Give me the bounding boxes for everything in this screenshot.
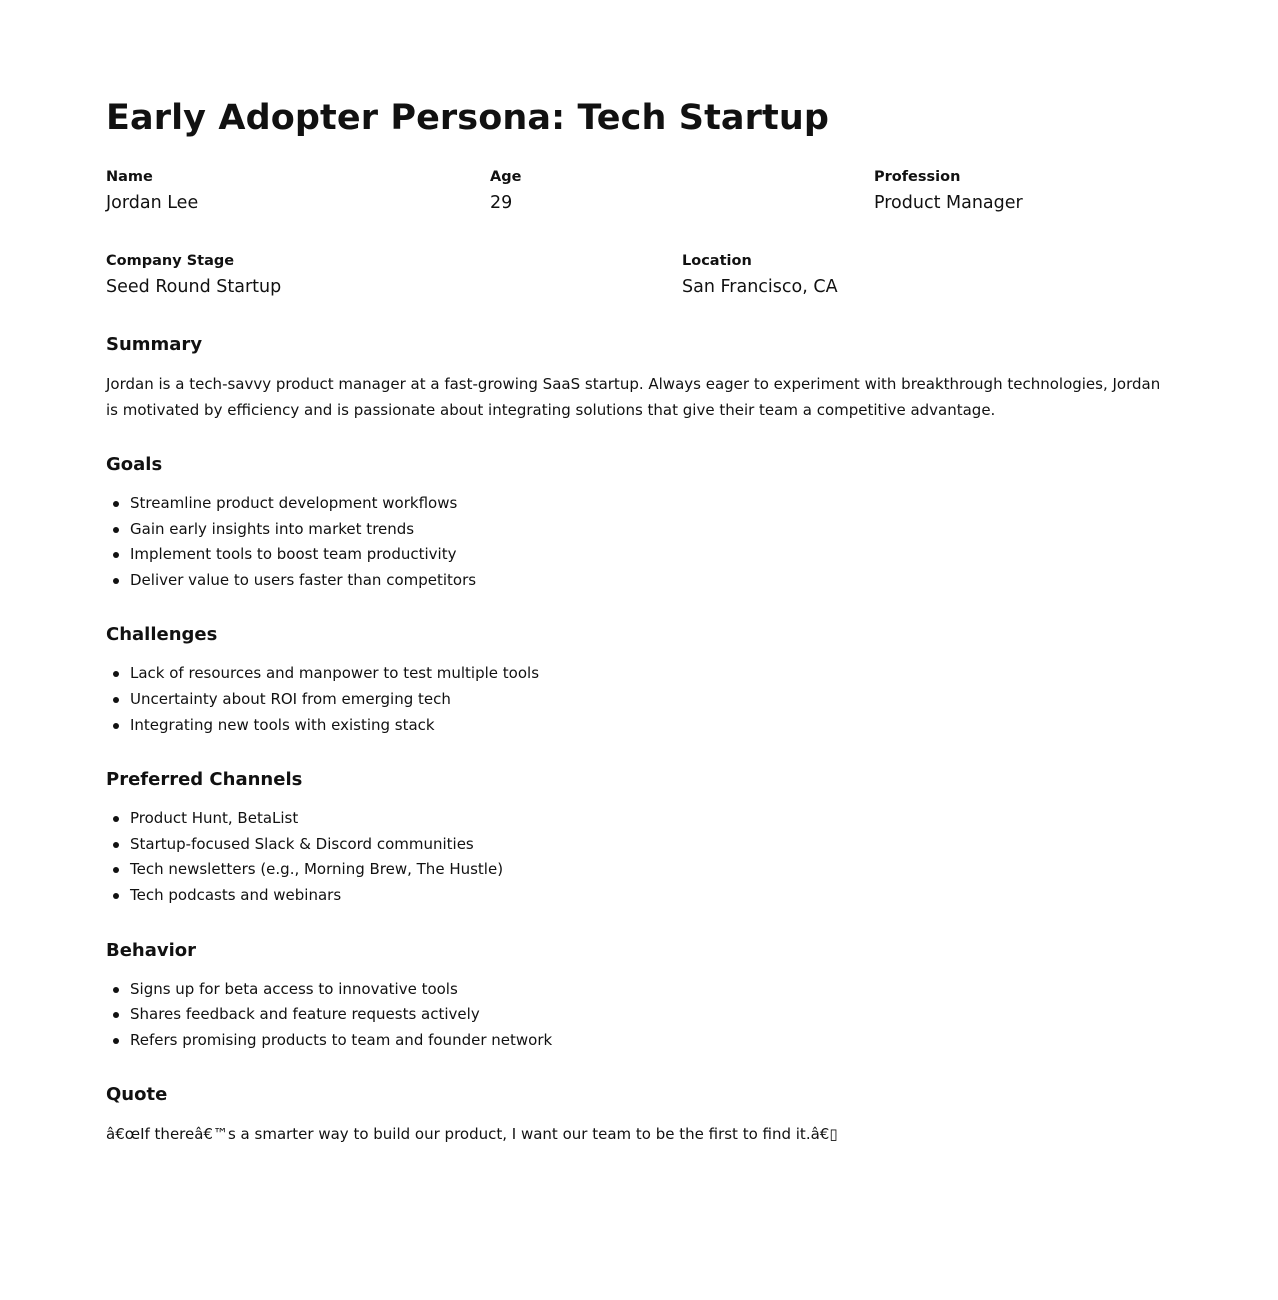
- list-item: [130, 687, 1172, 713]
- challenges-heading: Challenges: [106, 624, 218, 646]
- list-item: [130, 517, 1172, 543]
- channels-list: [106, 806, 1172, 908]
- profile-field-company-stage: [106, 251, 682, 299]
- list-item-text: Uncertainty about ROI from emerging tech: [130, 689, 451, 708]
- location-label: Location: [682, 253, 752, 269]
- profile-row-primary: [106, 167, 1172, 215]
- bullet-icon: [113, 867, 119, 873]
- bullet-icon: [113, 527, 119, 533]
- goals-heading: Goals: [106, 454, 163, 475]
- profile-field-name: [106, 167, 490, 215]
- list-item: [130, 542, 1172, 568]
- company-stage-value: Seed Round Startup: [106, 277, 282, 297]
- profession-value: Product Manager: [874, 193, 1023, 213]
- company-stage-label: Company Stage: [106, 253, 235, 269]
- bullet-icon: [113, 552, 119, 558]
- summary-text: Jordan is a tech-savvy product manager at a fast-growing SaaS startup. Always eager to experiment with breakthrough technologies, Jordan is motivated by efficiency and is passionate about integrating solutions that give their team a competitive advantage.: [106, 375, 1161, 419]
- list-item: [130, 1028, 1172, 1054]
- channels-heading: Preferred Channels: [106, 769, 303, 791]
- quote-heading: Quote: [106, 1084, 168, 1106]
- list-item: [130, 568, 1172, 594]
- list-item-text: Lack of resources and manpower to test multiple tools: [130, 664, 540, 683]
- name-value: Jordan Lee: [106, 193, 199, 213]
- list-item-text: Gain early insights into market trends: [130, 519, 415, 538]
- quote-section: [106, 1083, 1172, 1147]
- list-item: [130, 1002, 1172, 1028]
- profile-row-secondary: [106, 251, 1172, 299]
- list-item-text: Integrating new tools with existing stack: [130, 715, 435, 734]
- bullet-icon: [113, 1012, 119, 1018]
- age-value: 29: [490, 193, 513, 213]
- list-item: [130, 491, 1172, 517]
- list-item: [130, 661, 1172, 687]
- bullet-icon: [113, 578, 119, 584]
- list-item-text: Product Hunt, BetaList: [130, 809, 299, 828]
- list-item: [130, 713, 1172, 739]
- list-item-text: Shares feedback and feature requests actively: [130, 1005, 480, 1024]
- profile-field-age: [490, 167, 874, 215]
- list-item: [130, 806, 1172, 832]
- goals-list: [106, 491, 1172, 593]
- list-item: [130, 977, 1172, 1003]
- list-item-text: Tech podcasts and webinars: [130, 885, 342, 904]
- list-item-text: Refers promising products to team and founder network: [130, 1030, 553, 1049]
- profile-field-location: [682, 251, 1172, 299]
- list-item-text: Implement tools to boost team productivity: [130, 545, 457, 564]
- list-item-text: Tech newsletters (e.g., Morning Brew, The Hustle): [130, 860, 504, 879]
- profession-label: Profession: [874, 169, 961, 185]
- bullet-icon: [113, 816, 119, 822]
- list-item: [130, 857, 1172, 883]
- behavior-section: [106, 939, 1172, 1054]
- summary-heading: Summary: [106, 334, 203, 355]
- bullet-icon: [113, 723, 119, 729]
- list-item-text: Startup-focused Slack & Discord communities: [130, 834, 474, 853]
- quote-text: â€œIf thereâ€™s a smarter way to build our product, I want our team to be the first to find it.â€▯: [106, 1125, 838, 1144]
- profile-field-profession: [874, 167, 1172, 215]
- behavior-heading: Behavior: [106, 939, 197, 961]
- bullet-icon: [113, 697, 119, 703]
- list-item: [130, 883, 1172, 909]
- list-item-text: Streamline product development workflows: [130, 494, 458, 512]
- list-item-text: Signs up for beta access to innovative tools: [130, 979, 458, 998]
- age-label: Age: [490, 169, 522, 185]
- page-title: Early Adopter Persona: Tech Startup: [106, 98, 830, 138]
- challenges-list: [106, 661, 1172, 738]
- bullet-icon: [113, 501, 119, 507]
- location-value: San Francisco, CA: [682, 277, 838, 297]
- goals-section: [106, 453, 1172, 593]
- behavior-list: [106, 977, 1172, 1054]
- challenges-section: [106, 623, 1172, 738]
- bullet-icon: [113, 671, 119, 677]
- summary-section: [106, 333, 1172, 423]
- bullet-icon: [113, 1038, 119, 1044]
- list-item: [130, 832, 1172, 858]
- list-item-text: Deliver value to users faster than competitors: [130, 570, 477, 589]
- bullet-icon: [113, 842, 119, 848]
- bullet-icon: [113, 987, 119, 993]
- name-label: Name: [106, 169, 153, 185]
- channels-section: [106, 768, 1172, 908]
- bullet-icon: [113, 893, 119, 899]
